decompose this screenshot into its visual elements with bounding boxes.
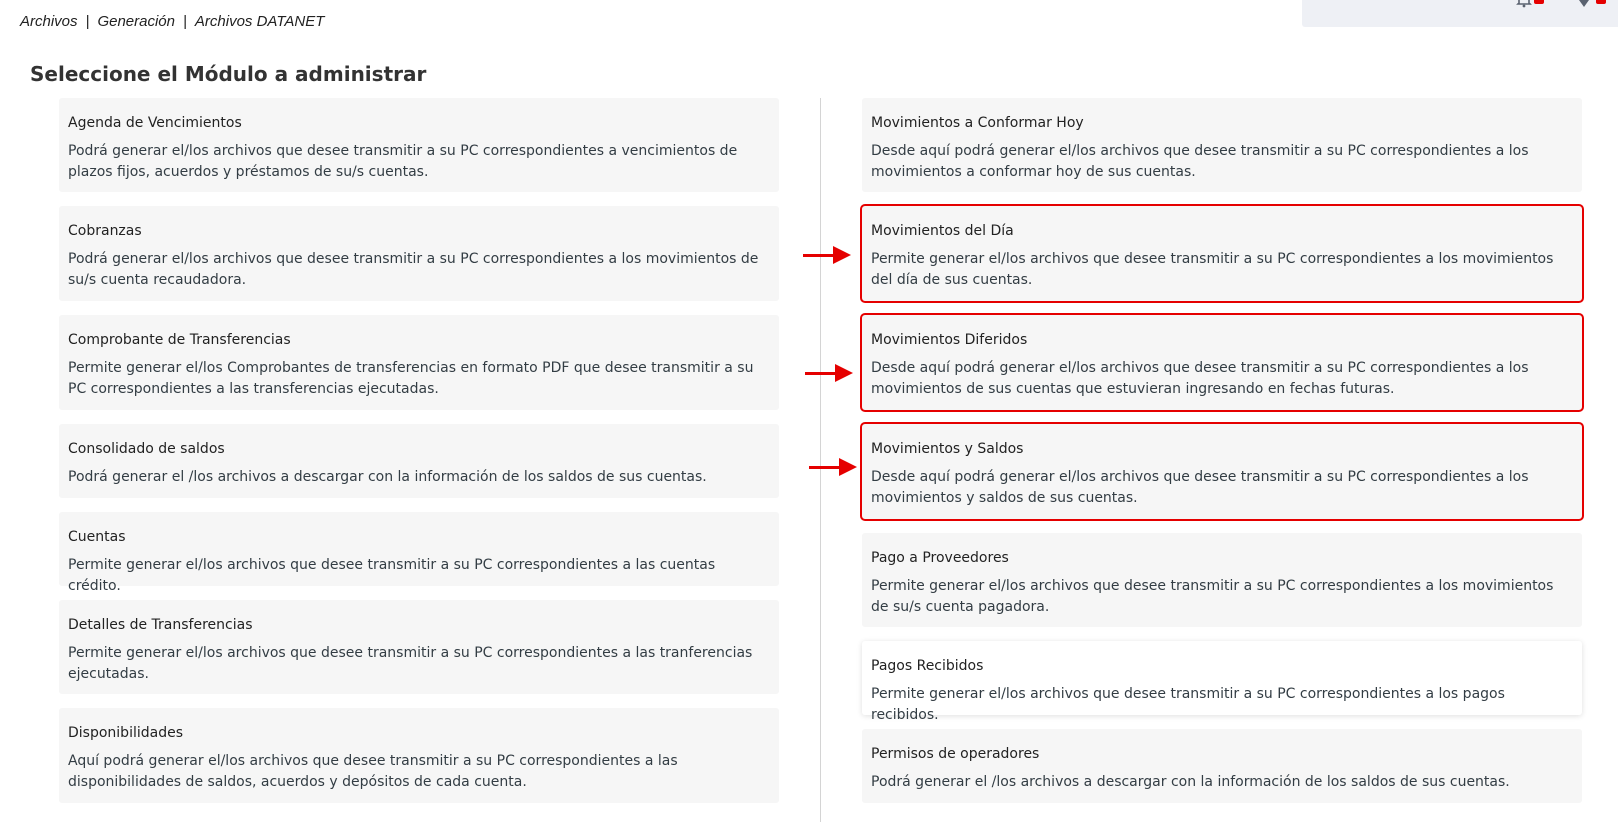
module-card-movimientos-del-dia[interactable] — [862, 206, 1582, 301]
location-badge — [1596, 0, 1606, 4]
breadcrumb-item-archivos[interactable]: Archivos — [20, 13, 78, 30]
module-description: Permite generar el/los archivos que desee transmitir a su PC correspondientes a los movimientos del día de sus cuentas. — [871, 251, 1554, 288]
module-card-pago-a-proveedores[interactable] — [862, 533, 1582, 627]
breadcrumb-separator: | — [183, 13, 187, 30]
module-description: Desde aquí podrá generar el/los archivos que desee transmitir a su PC correspondientes a los movimientos a conformar hoy de sus cuentas. — [871, 143, 1529, 180]
module-card-cobranzas[interactable] — [59, 206, 779, 301]
module-description: Podrá generar el/los archivos que desee transmitir a su PC correspondientes a los movimientos de su/s cuenta recaudadora. — [68, 251, 759, 288]
module-card-disponibilidades[interactable] — [59, 708, 779, 803]
module-title: Permisos de operadores — [871, 746, 1040, 762]
module-description: Permite generar el/los archivos que desee transmitir a su PC correspondientes a los pagos recibidos. — [871, 686, 1505, 723]
breadcrumb-item-archivos-datanet: Archivos DATANET — [194, 13, 325, 30]
breadcrumb-item-generacion[interactable]: Generación — [97, 13, 175, 30]
page-title: Seleccione el Módulo a administrar — [30, 62, 427, 86]
breadcrumb — [20, 13, 324, 30]
module-card-movimientos-y-saldos[interactable] — [862, 424, 1582, 519]
module-title: Movimientos a Conformar Hoy — [871, 115, 1084, 131]
red-arrow-annotation — [809, 458, 859, 476]
module-description: Podrá generar el /los archivos a descargar con la información de los saldos de sus cuentas. — [68, 469, 707, 485]
module-description: Desde aquí podrá generar el/los archivos que desee transmitir a su PC correspondientes a los movimientos y saldos de sus cuentas. — [871, 469, 1529, 506]
module-title: Pago a Proveedores — [871, 550, 1009, 566]
module-description: Permite generar el/los Comprobantes de transferencias en formato PDF que desee transmitir a su PC correspondientes a las transferencias ejecutadas. — [68, 360, 754, 397]
module-card-consolidado-de-saldos[interactable] — [59, 424, 779, 498]
modules-right-column — [862, 98, 1582, 817]
module-description: Permite generar el/los archivos que desee transmitir a su PC correspondientes a los movimientos de su/s cuenta pagadora. — [871, 578, 1554, 615]
red-arrow-annotation — [803, 246, 853, 264]
module-card-cuentas[interactable] — [59, 512, 779, 594]
module-description: Permite generar el/los archivos que desee transmitir a su PC correspondientes a las cuentas crédito. — [68, 557, 716, 594]
module-card-permisos-de-operadores[interactable] — [862, 729, 1582, 803]
module-card-comprobante-de-transferencias[interactable] — [59, 315, 779, 410]
module-card-movimientos-diferidos[interactable] — [862, 315, 1582, 410]
module-title: Cobranzas — [68, 223, 142, 239]
module-description: Podrá generar el /los archivos a descargar con la información de los saldos de sus cuentas. — [871, 774, 1510, 790]
red-arrow-annotation — [805, 364, 855, 382]
module-description: Permite generar el/los archivos que desee transmitir a su PC correspondientes a las tranferencias ejecutadas. — [68, 645, 753, 682]
notification-badge — [1534, 0, 1544, 4]
module-title: Movimientos Diferidos — [871, 332, 1028, 348]
module-description: Desde aquí podrá generar el/los archivos que desee transmitir a su PC correspondientes a los movimientos de sus cuentas que estuvieran ingresando en fechas futuras. — [871, 360, 1529, 397]
location-pin-icon[interactable] — [1576, 0, 1592, 8]
module-description: Podrá generar el/los archivos que desee transmitir a su PC correspondientes a vencimientos de plazos fijos, acuerdos y préstamos de su/s cuentas. — [68, 143, 738, 180]
header-panel — [1302, 0, 1618, 27]
module-description: Aquí podrá generar el/los archivos que desee transmitir a su PC correspondientes a las disponibilidades de saldos, acuerdos y depósitos de cada cuenta. — [68, 753, 678, 790]
module-title: Consolidado de saldos — [68, 441, 225, 457]
module-card-pagos-recibidos[interactable] — [862, 641, 1582, 723]
module-title: Cuentas — [68, 529, 126, 545]
module-title: Agenda de Vencimientos — [68, 115, 242, 131]
module-title: Movimientos del Día — [871, 223, 1014, 239]
module-card-agenda-de-vencimientos[interactable] — [59, 98, 779, 192]
module-title: Pagos Recibidos — [871, 658, 984, 674]
breadcrumb-separator: | — [85, 13, 90, 30]
modules-left-column — [59, 98, 779, 817]
bell-icon[interactable] — [1516, 0, 1532, 8]
module-title: Movimientos y Saldos — [871, 441, 1024, 457]
module-title: Disponibilidades — [68, 725, 183, 741]
module-card-detalles-de-transferencias[interactable] — [59, 600, 779, 694]
module-title: Detalles de Transferencias — [68, 617, 253, 633]
module-title: Comprobante de Transferencias — [68, 332, 291, 348]
module-card-movimientos-a-conformar-hoy[interactable] — [862, 98, 1582, 192]
